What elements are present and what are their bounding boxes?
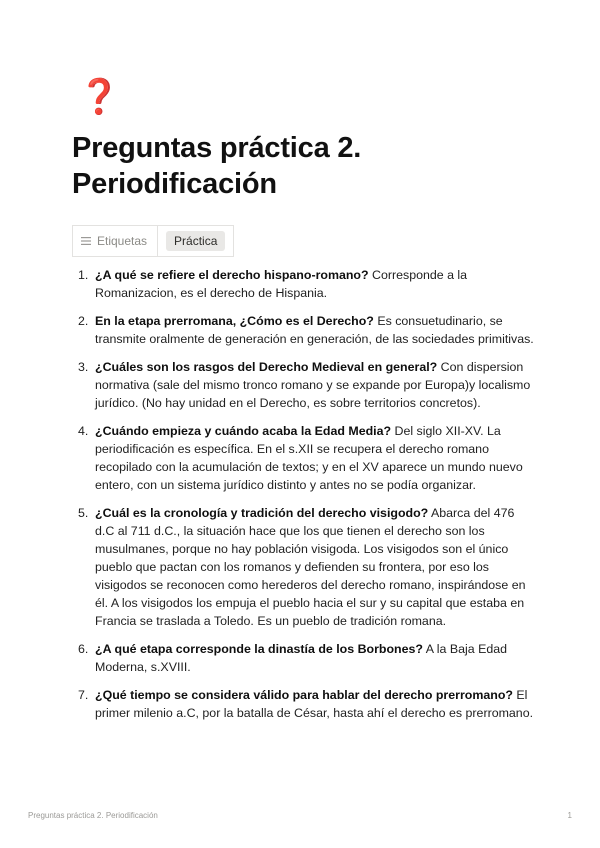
property-value[interactable] [158,226,233,256]
property-label: Etiquetas [97,234,148,248]
list-item [74,266,534,302]
list-item [74,358,534,412]
item-number: 7. [78,688,89,702]
item-question: ¿Qué tiempo se considera válido para hablar del derecho prerromano? [95,688,513,702]
item-answer: Abarca del 476 d.C al 711 d.C., la situación hace que los que tienen el derecho son los musulmanes, porque no hay población visigoda. Los visigodos son el único pueblo que pactan con los romanos y defienden su frontera, por eso los visigodos se reconocen como herederos del derecho romano, inspirándose en él. A los visigodos los empuja el pueblo hacia el sur y su capital que estaba en Francia se traslada a Toledo. Es un pueblo de tradición romana. [95,506,526,628]
item-question: ¿A qué se refiere el derecho hispano-romano? [95,268,369,282]
list-item [74,422,534,494]
item-question: ¿Cuál es la cronología y tradición del derecho visigodo? [95,506,429,520]
item-question: En la etapa prerromana, ¿Cómo es el Derecho? [95,314,374,328]
list-icon [81,237,91,245]
item-number: 2. [78,314,89,328]
item-answer: Del siglo XII-XV. La periodificación es específica. En el s.XII se recupera el derecho romano recopilado con la acumulación de textos; y en el XV aparece un mundo nuevo entero, con un sistema jurídico distinto y antes no se podía organizar. [95,424,523,492]
list-item [74,312,534,348]
tag-chip[interactable]: Práctica [166,231,225,251]
item-question: ¿Cuáles son los rasgos del Derecho Medieval en general? [95,360,438,374]
item-number: 4. [78,424,89,438]
list-item [74,640,534,676]
property-name[interactable] [73,226,158,256]
page-title: Preguntas práctica 2. Periodificación [72,132,362,200]
item-question: ¿Cuándo empieza y cuándo acaba la Edad Media? [95,424,392,438]
item-answer: Es consuetudinario, se transmite oralmente de generación en generación, de las sociedades primitivas. [95,314,534,346]
item-answer: El primer milenio a.C, por la batalla de César, hasta ahí el derecho es prerromano. [95,688,534,720]
item-question: ¿A qué etapa corresponde la dinastía de los Borbones? [95,642,423,656]
footer-title: Preguntas práctica 2. Periodificación [28,811,158,820]
list-item [74,686,534,722]
footer-page-number: 1 [567,811,572,820]
question-mark-icon: ❓ [78,77,121,117]
properties-row [72,225,234,257]
item-number: 3. [78,360,89,374]
item-number: 6. [78,642,89,656]
item-answer: A la Baja Edad Moderna, s.XVIII. [95,642,508,674]
item-number: 5. [78,506,89,520]
item-answer: Corresponde a la Romanizacion, es el derecho de Hispania. [95,268,468,300]
list-item [74,504,534,630]
questions-list [74,266,534,732]
item-number: 1. [78,268,89,282]
item-answer: Con dispersion normativa (sale del mismo tronco romano y se expande por Europa)y localismo jurídico. (No hay unidad en el Derecho, es sobre territorios concretos). [95,360,531,410]
